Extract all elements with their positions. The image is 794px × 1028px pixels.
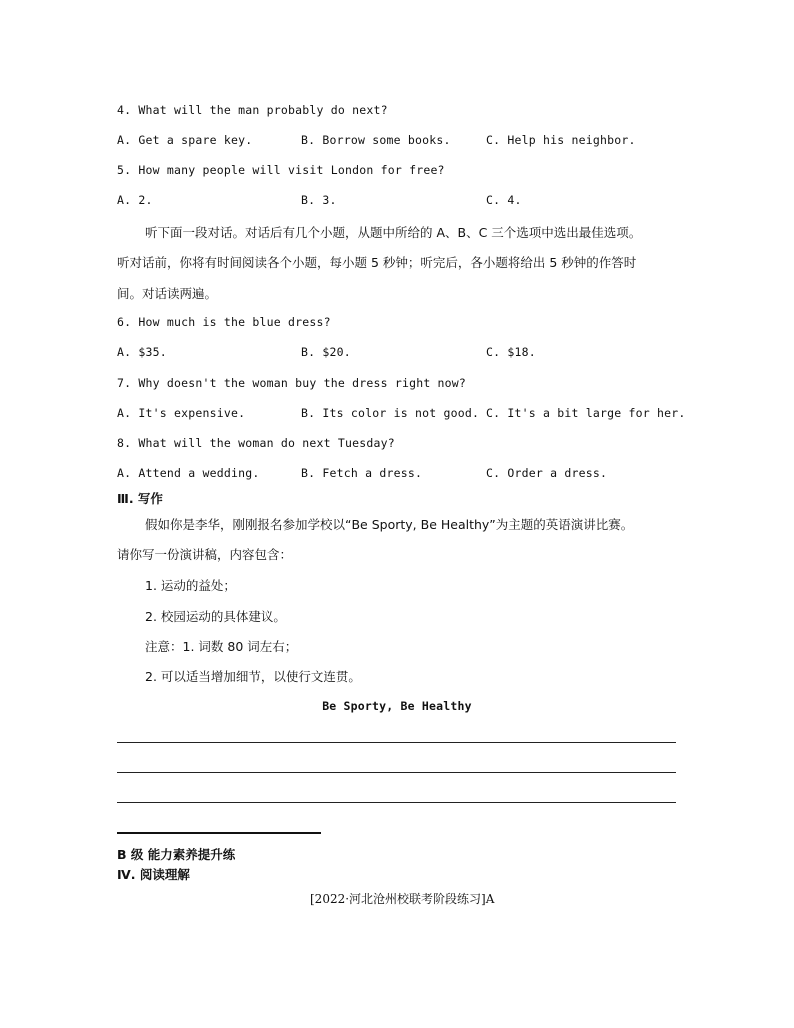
answer-line — [117, 802, 676, 803]
q4-option-c: C. Help his neighbor. — [486, 133, 636, 147]
writing-note-1: 注意：1. 词数 80 词左右； — [145, 639, 298, 654]
q6-option-b: B. $20. — [301, 345, 351, 359]
q7-option-b: B. Its color is not good. — [301, 406, 480, 420]
q5-option-b: B. 3. — [301, 193, 337, 207]
q8-option-b: B. Fetch a dress. — [301, 466, 423, 480]
question-6: 6. How much is the blue dress? — [117, 315, 331, 329]
q6-option-c: C. $18. — [486, 345, 536, 359]
dialogue-instruction-line-1: 听下面一段对话。对话后有几个小题，从题中所给的 A、B、C 三个选项中选出最佳选项。 — [145, 225, 642, 240]
essay-title: Be Sporty, Be Healthy — [322, 699, 472, 713]
q5-option-c: C. 4. — [486, 193, 522, 207]
dialogue-instruction-line-2: 听对话前，你将有时间阅读各个小题，每小题 5 秒钟；听完后，各小题将给出 5 秒钟的作答时 — [117, 255, 637, 270]
q6-option-a: A. $35. — [117, 345, 167, 359]
writing-prompt-line-1: 假如你是李华，刚刚报名参加学校以“Be Sporty, Be Healthy”为主题的英语演讲比赛。 — [145, 517, 634, 532]
reading-heading: Ⅳ. 阅读理解 — [117, 867, 190, 882]
writing-point-2: 2. 校园运动的具体建议。 — [145, 609, 286, 624]
answer-line — [117, 742, 676, 743]
question-8: 8. What will the woman do next Tuesday? — [117, 436, 395, 450]
q5-option-a: A. 2. — [117, 193, 153, 207]
q8-option-c: C. Order a dress. — [486, 466, 608, 480]
question-5: 5. How many people will visit London for free? — [117, 163, 445, 177]
writing-point-1: 1. 运动的益处； — [145, 578, 236, 593]
q4-option-a: A. Get a spare key. — [117, 133, 253, 147]
answer-line — [117, 772, 676, 773]
writing-prompt-line-2: 请你写一份演讲稿，内容包含： — [117, 547, 293, 562]
passage-source: [2022·河北沧州校联考阶段练习]A — [310, 892, 495, 906]
section-b-label: B 级 能力素养提升练 — [117, 847, 236, 862]
writing-note-2: 2. 可以适当增加细节，以使行文连贯。 — [145, 669, 361, 684]
q7-option-c: C. It's a bit large for her. — [486, 406, 686, 420]
q7-option-a: A. It's expensive. — [117, 406, 246, 420]
q8-option-a: A. Attend a wedding. — [117, 466, 260, 480]
section-divider — [117, 832, 321, 834]
writing-heading: Ⅲ. 写作 — [117, 491, 163, 506]
question-4: 4. What will the man probably do next? — [117, 103, 388, 117]
dialogue-instruction-line-3: 间。对话读两遍。 — [117, 286, 218, 301]
q4-option-b: B. Borrow some books. — [301, 133, 451, 147]
question-7: 7. Why doesn't the woman buy the dress right now? — [117, 376, 467, 390]
